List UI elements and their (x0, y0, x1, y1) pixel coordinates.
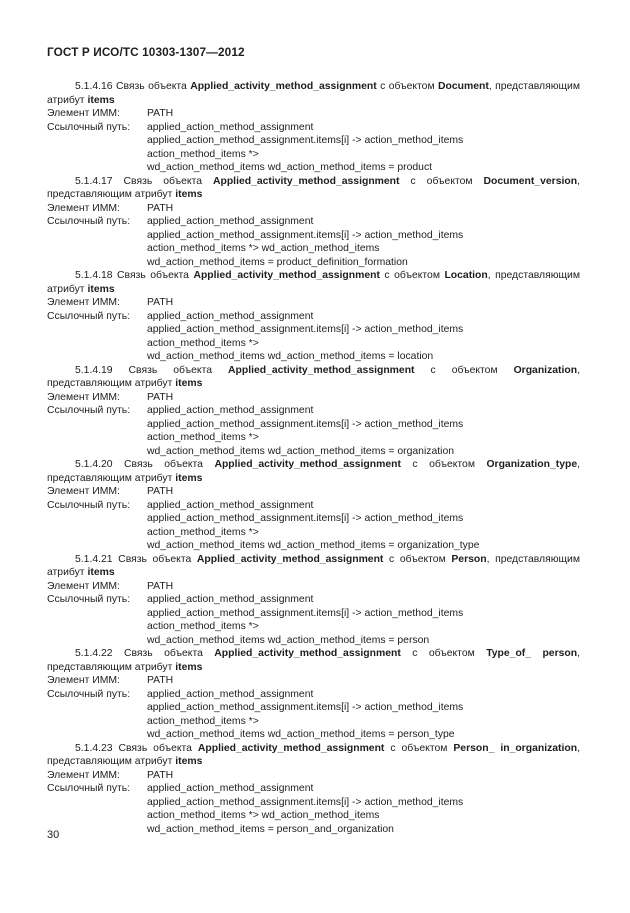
element-row (47, 107, 580, 121)
attribute-name: items (175, 189, 203, 200)
mapping-paragraph: 5.1.4.17 Связь объекта Applied_activity_method_assignment с объектом Document_version, представляющим атрибут items (47, 175, 580, 200)
element-row (47, 580, 580, 594)
ref-path-line: wd_action_method_items wd_action_method_items = product (147, 162, 433, 173)
ref-path-line: action_method_items *> wd_action_method_items (147, 243, 380, 254)
ref-path-line: applied_action_method_assignment.items[i] -> action_method_items (147, 607, 464, 619)
ref-path-row (47, 121, 580, 175)
clause-number: 5.1.4.23 (75, 742, 113, 754)
attribute-name: items (87, 94, 115, 106)
ref-path-label: Ссылочный путь: (47, 594, 131, 605)
source-entity: Applied_activity_method_assignment (214, 459, 401, 470)
ref-path-label: Ссылочный путь: (47, 310, 131, 322)
element-row (47, 202, 580, 216)
ref-path-line: action_method_items *> (147, 337, 259, 349)
ref-path-lines (147, 404, 463, 458)
ref-path-line: wd_action_method_items wd_action_method_items = organization_type (147, 540, 480, 551)
ref-path-line: applied_action_method_assignment.items[i] -> action_method_items (147, 418, 464, 430)
ref-path-lines (147, 310, 463, 364)
source-entity: Applied_activity_method_assignment (212, 175, 400, 187)
ref-path-line: wd_action_method_items = product_definition_formation (147, 256, 408, 268)
element-value: PATH (147, 769, 174, 781)
clause-number: 5.1.4.22 (75, 648, 113, 659)
document-body (47, 80, 580, 836)
ref-path-row (47, 782, 580, 836)
element-value: PATH (147, 108, 174, 119)
ref-path-line: applied_action_method_assignment.items[i] -> action_method_items (147, 229, 464, 241)
target-entity: Organization_type (486, 459, 578, 470)
mapping-section (47, 80, 580, 175)
element-label: Элемент ИММ: (47, 297, 120, 308)
ref-path-line: applied_action_method_assignment (147, 310, 314, 322)
mapping-paragraph: 5.1.4.20 Связь объекта Applied_activity_method_assignment с объектом Organization_type, представляющим атрибут items (47, 459, 580, 484)
attribute-name: items (87, 567, 115, 578)
element-label: Элемент ИММ: (47, 675, 120, 686)
mapping-section (47, 742, 580, 837)
element-label: Элемент ИММ: (47, 486, 120, 497)
mapping-section (47, 269, 580, 364)
ref-path-line: applied_action_method_assignment (147, 499, 314, 511)
clause-number: 5.1.4.20 (75, 459, 113, 470)
ref-path-label: Ссылочный путь: (47, 688, 131, 700)
ref-path-label: Ссылочный путь: (47, 499, 131, 511)
ref-path-line: wd_action_method_items wd_action_method_items = person_type (147, 729, 455, 740)
ref-path-row (47, 404, 580, 458)
ref-path-lines (147, 121, 463, 175)
element-row (47, 769, 580, 783)
element-label: Элемент ИММ: (47, 108, 120, 119)
attribute-name: items (87, 283, 115, 295)
clause-number: 5.1.4.21 (75, 553, 113, 565)
ref-path-line: applied_action_method_assignment (147, 216, 314, 227)
ref-path-line: applied_action_method_assignment.items[i] -> action_method_items (147, 324, 464, 335)
ref-path-line: applied_action_method_assignment.items[i] -> action_method_items (147, 135, 464, 146)
element-value: PATH (147, 202, 174, 214)
ref-path-lines (147, 499, 479, 553)
source-entity: Applied_activity_method_assignment (197, 742, 385, 754)
attribute-name: items (175, 756, 203, 767)
ref-path-line: action_method_items *> (147, 526, 259, 538)
ref-path-row (47, 688, 580, 742)
page-number: 30 (47, 829, 60, 841)
mapping-paragraph: 5.1.4.21 Связь объекта Applied_activity_method_assignment с объектом Person, представляющим атрибут items (47, 553, 580, 578)
ref-path-line: wd_action_method_items wd_action_method_items = location (147, 351, 434, 362)
mapping-section (47, 364, 580, 459)
ref-path-row (47, 310, 580, 364)
ref-path-line: action_method_items *> (147, 432, 259, 443)
element-row (47, 674, 580, 688)
ref-path-row (47, 215, 580, 269)
ref-path-line: applied_action_method_assignment (147, 121, 314, 133)
ref-path-line: applied_action_method_assignment (147, 783, 314, 794)
target-entity: Person (451, 553, 487, 565)
source-entity: Applied_activity_method_assignment (228, 364, 415, 376)
target-entity: Document (438, 81, 489, 92)
attribute-name: items (175, 661, 203, 673)
element-value: PATH (147, 580, 174, 592)
clause-number: 5.1.4.18 (75, 270, 113, 281)
element-label: Элемент ИММ: (47, 391, 120, 403)
ref-path-label: Ссылочный путь: (47, 783, 131, 794)
ref-path-row (47, 499, 580, 553)
ref-path-line: applied_action_method_assignment.items[i] -> action_method_items (147, 513, 464, 524)
clause-number: 5.1.4.16 (75, 81, 113, 92)
ref-path-line: wd_action_method_items = person_and_organization (147, 823, 394, 835)
target-entity: Location (444, 270, 488, 281)
source-entity: Applied_activity_method_assignment (214, 648, 401, 659)
ref-path-line: applied_action_method_assignment.items[i] -> action_method_items (147, 702, 464, 713)
ref-path-line: applied_action_method_assignment.items[i] -> action_method_items (147, 796, 464, 808)
element-value: PATH (147, 486, 174, 497)
attribute-name: items (175, 378, 203, 389)
source-entity: Applied_activity_method_assignment (196, 553, 384, 565)
ref-path-line: action_method_items *> wd_action_method_items (147, 810, 380, 821)
ref-path-lines (147, 688, 463, 742)
ref-path-lines (147, 215, 463, 269)
mapping-section (47, 458, 580, 553)
source-entity: Applied_activity_method_assignment (193, 270, 380, 281)
target-entity: Type_of_ person (486, 648, 578, 659)
mapping-section (47, 175, 580, 270)
mapping-paragraph: 5.1.4.18 Связь объекта Applied_activity_method_assignment с объектом Location, представляющим атрибут items (47, 270, 581, 295)
ref-path-line: wd_action_method_items wd_action_method_items = person (147, 634, 430, 646)
mapping-paragraph: 5.1.4.22 Связь объекта Applied_activity_method_assignment с объектом Type_of_ person, представляющим атрибут items (47, 648, 580, 673)
element-value: PATH (147, 297, 174, 308)
element-label: Элемент ИММ: (47, 769, 120, 781)
element-value: PATH (147, 675, 174, 686)
element-row (47, 391, 580, 405)
mapping-section (47, 553, 580, 648)
element-row (47, 296, 580, 310)
ref-path-label: Ссылочный путь: (47, 405, 131, 416)
ref-path-line: action_method_items *> (147, 148, 259, 160)
ref-path-line: applied_action_method_assignment (147, 688, 314, 700)
target-entity: Person_ in_organization (453, 742, 578, 754)
mapping-paragraph: 5.1.4.23 Связь объекта Applied_activity_method_assignment с объектом Person_ in_organization, представляющим атрибут items (47, 742, 580, 767)
attribute-name: items (175, 472, 203, 484)
ref-path-line: applied_action_method_assignment (147, 405, 314, 416)
source-entity: Applied_activity_method_assignment (190, 81, 377, 92)
element-value: PATH (147, 391, 174, 403)
target-entity: Document_version (483, 175, 578, 187)
ref-path-label: Ссылочный путь: (47, 216, 131, 227)
element-label: Элемент ИММ: (47, 580, 120, 592)
ref-path-label: Ссылочный путь: (47, 121, 131, 133)
ref-path-line: applied_action_method_assignment (147, 594, 314, 605)
mapping-section (47, 647, 580, 742)
ref-path-line: action_method_items *> (147, 621, 259, 632)
page-header: ГОСТ Р ИСО/ТС 10303-1307—2012 (47, 45, 245, 59)
ref-path-line: wd_action_method_items wd_action_method_items = organization (147, 445, 454, 457)
element-row (47, 485, 580, 499)
ref-path-line: action_method_items *> (147, 715, 259, 727)
clause-number: 5.1.4.17 (75, 175, 113, 187)
clause-number: 5.1.4.19 (75, 364, 113, 376)
mapping-paragraph: 5.1.4.19 Связь объекта Applied_activity_method_assignment с объектом Organization, представляющим атрибут items (47, 364, 580, 389)
ref-path-lines (147, 782, 463, 836)
element-label: Элемент ИММ: (47, 202, 120, 214)
ref-path-row (47, 593, 580, 647)
mapping-paragraph: 5.1.4.16 Связь объекта Applied_activity_method_assignment с объектом Document, представляющим атрибут items (47, 81, 580, 106)
target-entity: Organization (513, 364, 578, 376)
ref-path-lines (147, 593, 463, 647)
